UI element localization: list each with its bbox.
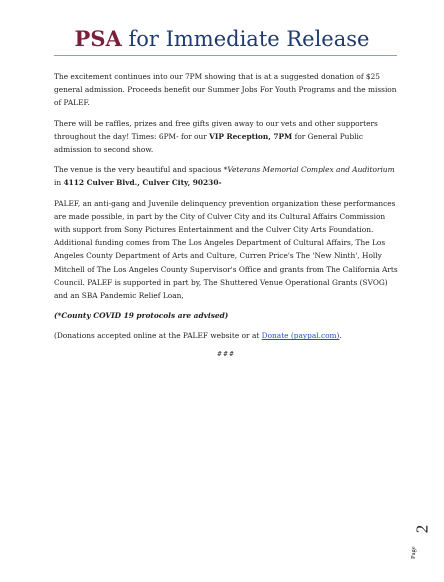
page-label: Page xyxy=(410,546,417,559)
end-mark: ### xyxy=(216,350,236,358)
paragraph-raffles xyxy=(54,117,398,157)
donations-end: . xyxy=(339,331,342,341)
vip-reception: VIP Reception, 7PM xyxy=(209,131,293,141)
paragraph-showing: The excitement continues into our 7PM showing that is at a suggested donation of $25 general admission. Proceeds benefit our Summer Jobs For Youth Programs and the mission of PALEF. xyxy=(54,72,397,108)
title-subtitle: for Immediate Release xyxy=(121,27,370,51)
raffles-text: There will be raffles, prizes and free gifts given away to our vets and other supporters throughout the day! Times: 6PM- for our xyxy=(54,118,378,141)
venue-intro: The venue is the very beautiful and spacious xyxy=(54,165,224,175)
venue-in: in xyxy=(54,178,64,188)
covid-note: (*County COVID 19 protocols are advised) xyxy=(54,311,229,321)
venue-address: 4112 Culver Blvd., Culver City, 90230- xyxy=(63,178,222,188)
venue-name: *Veterans Memorial Complex and Auditorium xyxy=(223,165,395,175)
paragraph-venue xyxy=(54,163,398,189)
page-title xyxy=(0,26,444,52)
title-divider xyxy=(54,55,397,56)
page-number-block xyxy=(408,515,436,575)
donate-link[interactable]: Donate (paypal.com) xyxy=(261,331,340,341)
donations-text: (Donations accepted online at the PALEF website or at xyxy=(54,331,262,341)
title-psa: PSA xyxy=(74,26,122,51)
admission-text: for General Public admission to second show. xyxy=(54,131,364,155)
paragraph-palef: PALEF, an anti-gang and Juvenile delinquency prevention organization these performances are made possible, in part by the City of Culver City and its Cultural Affairs Commission with support from Sony Pictures Entertainment and the Culver City Arts Foundation. Additional funding comes from The Los Angeles Department of Cultural Affairs, The Los Angeles County Department of Arts and Culture, Curren Price's The 'New Ninth', Holly Mitchell of The Los Angeles County Supervisor's Office and grants from The California Arts Council. PALEF is supported in part by, The Shuttered Venue Operational Grants (SVOG) and an SBA Pandemic Relief Loan, xyxy=(54,198,398,301)
page-number: 2 xyxy=(412,524,432,534)
document-body xyxy=(54,70,398,361)
paragraph-donations xyxy=(54,329,398,342)
